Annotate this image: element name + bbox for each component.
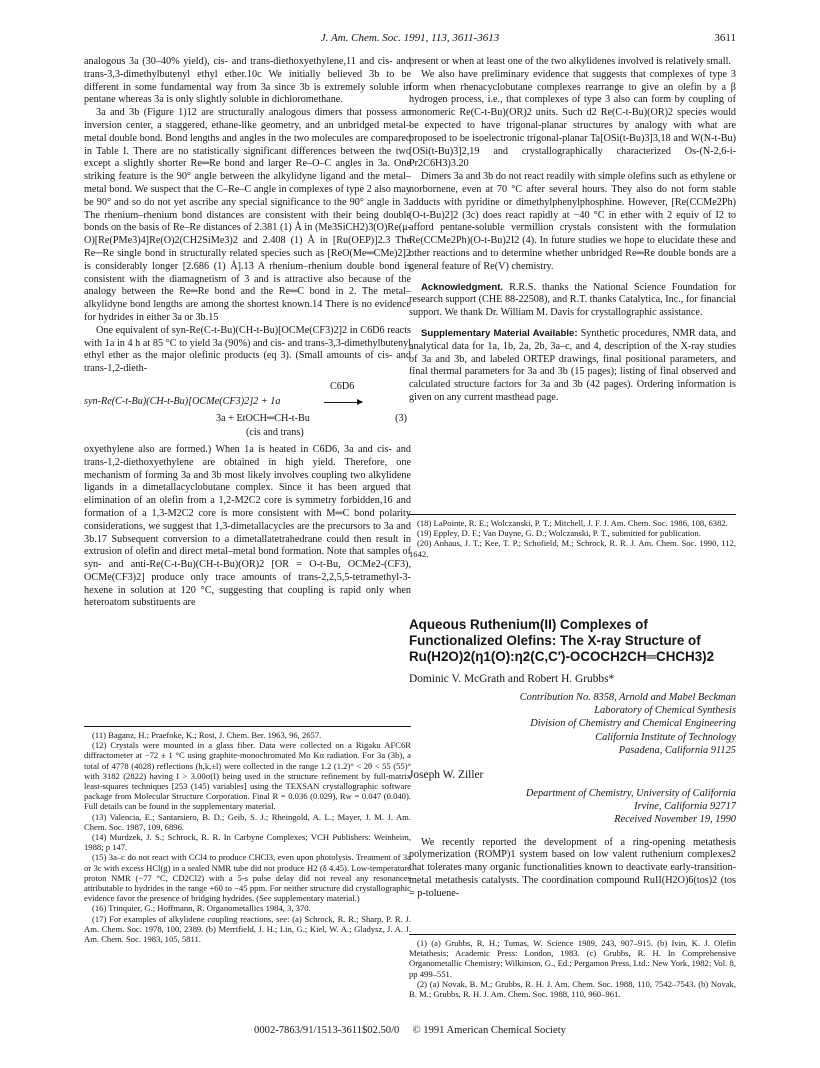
affiliation-line: Laboratory of Chemical Synthesis (594, 705, 736, 717)
supplementary-material (409, 328, 736, 405)
affiliation-line: Contribution No. 8358, Arnold and Mabel Beckman (519, 692, 736, 703)
article-body: We recently reported the development of a ring-opening metathesis polymerization (ROMP)1 system based on low valent ruthenium complexes2 that tolerates many organic functionalities known to deactivate early-transition-metal metathesis catalysts. The coordination compound RuII(H2O)6(tos)2 (tos = p-toluene- (409, 836, 736, 899)
article-authors: Joseph W. Ziller (409, 769, 484, 782)
article-code: 0002-7863/91/1513-3611$02.50/0 (254, 1025, 400, 1036)
body-paragraph: Dimers 3a and 3b do not react readily with simple olefins such as ethylene or norbornene, even at 70 °C after several hours. They also do not form stable adducts with pyridine or dimethylphenylphosphine. However, [Re(CCMe2Ph)(O-t-Bu)2]2 (3c) does react rapidly at −40 °C in ether with 2 equiv of I2 to afford pentane-soluble vermillion crystals consistent with the formulation Re(CCMe2Ph)(O-t-Bu)2I2 (4). In future studies we hope to elucidate these and other reactions and to determine whether unbridged Re═Re double bonds are a general feature of Re(V) chemistry. (409, 171, 736, 272)
copyright: © 1991 American Chemical Society (412, 1025, 566, 1036)
affiliation-line: Division of Chemistry and Chemical Engineering (530, 718, 736, 730)
acknowledgment-text: R.R.S. thanks the National Science Foundation for research support (CHE 88-22508), and R.T. thanks Catalytica, Inc., for financial support. We thank Dr. William M. Davis for crystallographic assistance. (409, 281, 736, 319)
footnote: (16) Trinquier, G.; Hoffmann, R. Organometallics 1984, 3, 370. (92, 903, 311, 914)
equation-products: 3a + EtOCH═CH-t-Bu (216, 412, 310, 424)
right-column (409, 56, 736, 405)
footnote: (20) Anhaus, J. T.; Kee, T. P.; Schofield, M.; Schrock, R. R. J. Am. Chem. Soc. 1990, 112, 1642. (409, 538, 736, 559)
new-article (409, 617, 736, 901)
acknowledgment-heading: Acknowledgment. (421, 281, 504, 293)
footnote: (14) Murdzek, J. S.; Schrock, R. R. In Carbyne Complexes; VCH Publishers: Weinheim, 1988; p 147. (84, 832, 411, 853)
body-paragraph: We also have preliminary evidence that suggests that complexes of type 3 form when rhenacyclobutane complexes rearrange to give an olefin by a β hydrogen process, i.e., that complexes of type 3 also can form by coupling of monomeric Re(C-t-Bu)(OR)2 units. Such d2 Re(C-t-Bu)(OR)2 species would be expected to have trigonal-planar structures by analogy with what are proposed to be isoelectronic trigonal-planar Ta[OSi(t-Bu)3]3,18 and W(N-t-Bu)[OSi(t-Bu)3]2,19 and crystallographically characterized Os-(N-2,6-i-Pr2C6H3)3.20 (409, 68, 736, 170)
equation-solvent: C6D6 (330, 380, 355, 392)
article-title: Aqueous Ruthenium(II) Complexes of Functionalized Olefins: The X-ray Structure of Ru(H2O)2(η1(O):η2(C,C′)-OCOCH2CH═CHCH3)2 (409, 617, 715, 664)
affiliation-block (409, 787, 736, 827)
footnote: (2) (a) Novak, B. M.; Grubbs, R. H. J. Am. Chem. Soc. 1988, 110, 7542–7543. (b) Novak, B. M.; Grubbs, R. H. J. Am. Chem. Soc. 1988, 110, 960–961. (409, 978, 736, 1000)
footnote: (17) For examples of alkylidene coupling reactions, see: (a) Schrock, R. R.; Sharp, P. R. J. Am. Chem. Soc. 1978, 100, 2389. (b) Merrifield, J. H.; Lin, G.; Kiel, W. A.; Gladysz, J. A. J. Am. Chem. Soc. 1983, 105, 5811. (84, 913, 411, 945)
body-paragraph: One equivalent of syn-Re(C-t-Bu)(CH-t-Bu)[OCMe(CF3)2]2 in C6D6 reacts with 1a in 4 h at 85 °C to yield 3a (90%) and cis- and trans-3,3-dimethylbutenyl ethyl ether as the major olefinic products (eq 3). (Small amounts of cis- and trans-1,2-dieth- (84, 324, 411, 375)
affiliation-block (409, 691, 736, 757)
body-paragraph: 3a and 3b (Figure 1)12 are structurally analogous dimers that possess an inversion center, a staggered, ethane-like geometry, and an unbridged metal–metal double bond. Bond lengths and angles in the two molecules are compared in Table I. There are no statistically significant differences between the two except a slightly shorter Re═Re bond and larger Re–O–C angles in 3a. One striking feature is the 90° angle between the alkylidyne ligand and the metal–metal bond. We suspect that the C–Re–C angle in complexes of type 2 also may be 90° and so do not yet ascribe any special significance to the 90° angle in 3. The rhenium–rhenium bond distances are consistent with their being double bonds on the basis of Re–Re distances of 2.381 (1) Å in (Me3SiCH2)3(O)Re(μ-O)[Re(PMe3)4]Re(O)2(CH2SiMe3)2 and 2.408 (1) Å in [Ru(OEP)]2.3 The Re─Re single bond in structurally related species such as [ReO(Me═CMe)2]2 is considerably longer [2.686 (1) Å].13 A rhenium–rhenium double bond is consistent with the diamagnetism of 3 and is attractive also because of the analogy between the Re═Re bond and the Re═C bond in 2. The metal–alkylidyne bond lengths are among the shortest known.14 There is no evidence for hydrides in either 3a or 3b.15 (84, 107, 411, 323)
equation-reactant: syn-Re(C-t-Bu)(CH-t-Bu)[OCMe(CF3)2]2 + 1a (84, 395, 281, 407)
footnote: (15) 3a–c do not react with CCl4 to produce CHCl3, even upon photolysis. Treatment of 3a or 3c with excess HCl(g) in a sealed NMR tube did not produce H2 (δ 4.45). Low-temperature proton NMR (−77 °C, CD2Cl2) with a 5-s pulse delay did not reveal any resonances attributable to hydrides in the range +60 to −45 ppm. For neither structure did crystallographic evidence favor the presence of bridging hydrides. (See supplementary material.) (84, 852, 411, 904)
footnote: (1) (a) Grubbs, R. H.; Tumas, W. Science 1989, 243, 907–915. (b) Ivin, K. J. Olefin Metathesis; Academic Press: London, 1983. (c) Grubbs, R. H. In Comprehensive Organometallic Chemistry; Wilkinson, G., Ed.; Pergamon Press, Ltd.: New York, 1982; Vol. 8, pp 499–551. (409, 938, 736, 979)
article-footnotes (409, 934, 736, 999)
reaction-arrow-icon (324, 402, 362, 403)
footnote: (18) LaPointe, R. E.; Wolczanski, P. T.; Mitchell, J. F. J. Am. Chem. Soc. 1986, 108, 6382. (417, 518, 728, 528)
body-paragraph: analogous 3a (30–40% yield), cis- and trans-diethoxyethylene,11 and cis- and trans-3,3-dimethylbutenyl ethyl ether.10c We initially believed 3b to be different in some fundamental way from 3a since 3b is extremely soluble in pentane whereas 3a is only slightly soluble in dichloromethane. (84, 56, 411, 106)
article-authors: Dominic V. McGrath and Robert H. Grubbs* (409, 673, 615, 685)
body-paragraph: present or when at least one of the two alkylidenes involved is relatively small. (409, 56, 731, 67)
footnote: (13) Valencia, E.; Santarsiero, B. D.; Geib, S. J.; Rheingold, A. L.; Mayer, J. M. J. Am. Chem. Soc. 1987, 109, 6896. (84, 811, 411, 832)
body-paragraph: oxyethylene also are formed.) When 1a is heated in C6D6, 3a and cis- and trans-1,2-diethoxyethylene are obtained in high yield. Therefore, one mechanism of forming 3a and 3b most likely involves coupling two alkylidene ligands in a dimetallacyclobutane complex. Since it has been argued that elimination of an olefin from a 1,2-M2C2 core is symmetry forbidden,16 and formation of a 1,3-M2C2 core is more consistent with M═C bond polarity considerations, we suggest that 1,3-dimetallacycles are the precursors to 3a and 3b.17 Subsequent conversion to a dimetallatetrahedrane could then result in extrusion of olefin and direct metal–metal bond formation. Note that samples of syn- and anti-Re(C-t-Bu)(CH-t-Bu)(OR)2 [OR = O-t-Bu, OCMe2-(CF3), OCMe(CF3)2] produce only trace amounts of trans-2,2,5,5-tetramethyl-3-hexene in solution at 120 °C, suggesting that coupling is rapid only when heteroatom substituents are (84, 443, 411, 609)
page-number: 3611 (714, 32, 736, 44)
footnote: (19) Eppley, D. F.; Van Duyne, G. D.; Wolczanski, P. T., submitted for publication. (417, 528, 701, 539)
equation-number: (3) (395, 412, 407, 424)
footnote: (12) Crystals were mounted in a glass fiber. Data were collected on a Rigaku AFC6R diffractometer at −72 ± 1 °C using graphite-monochromated Mo Kα radiation. For 3a (3b), a total of 4778 (4028) reflections (h,k,±l) were collected in the range 1.2 (1.2)° < 2θ < 55 (55)° with 3182 (2822) having I > 3.00σ(I) being used in the structure refinement by full-matrix least-squares techniques [253 (145) variables] using the TEXSAN crystallographic software package from Molecular Structure Corporation. Final R = 0.036 (0.029), Rw = 0.047 (0.040). Full details can be found in the supplementary material. (84, 740, 411, 812)
left-column (84, 56, 411, 610)
footnote: (11) Baganz, H.; Praefoke, K.; Rost, J. Chem. Ber. 1963, 96, 2657. (92, 730, 322, 740)
equation-note: (cis and trans) (246, 426, 304, 438)
page-footer (0, 1025, 820, 1036)
equation-3 (84, 380, 411, 442)
received-date: Received November 19, 1990 (614, 814, 736, 826)
affiliation-line: Department of Chemistry, University of California (525, 788, 736, 800)
supplementary-text: Synthetic procedures, NMR data, and analytical data for 1a, 1b, 2a, 2b, 3a–c, and 4, description of the X-ray studies of 3a and 3b, and labeled ORTEP drawings, final positional parameters, and final thermal parameters for 3a and 3b (15 pages); listing of final observed and calculated structure factors for 3a and 3b (42 pages). Ordering information is given on any current masthead page. (409, 327, 736, 403)
right-footnotes (409, 514, 736, 559)
affiliation-line: California Institute of Technology (595, 731, 736, 743)
journal-citation: J. Am. Chem. Soc. 1991, 113, 3611-3613 (320, 32, 500, 44)
acknowledgment (409, 282, 736, 320)
affiliation-line: Pasadena, California 91125 (618, 744, 736, 756)
affiliation-line: Irvine, California 92717 (634, 801, 736, 813)
running-header (84, 32, 736, 48)
left-footnotes (84, 726, 411, 944)
supplementary-heading: Supplementary Material Available: (421, 327, 578, 339)
